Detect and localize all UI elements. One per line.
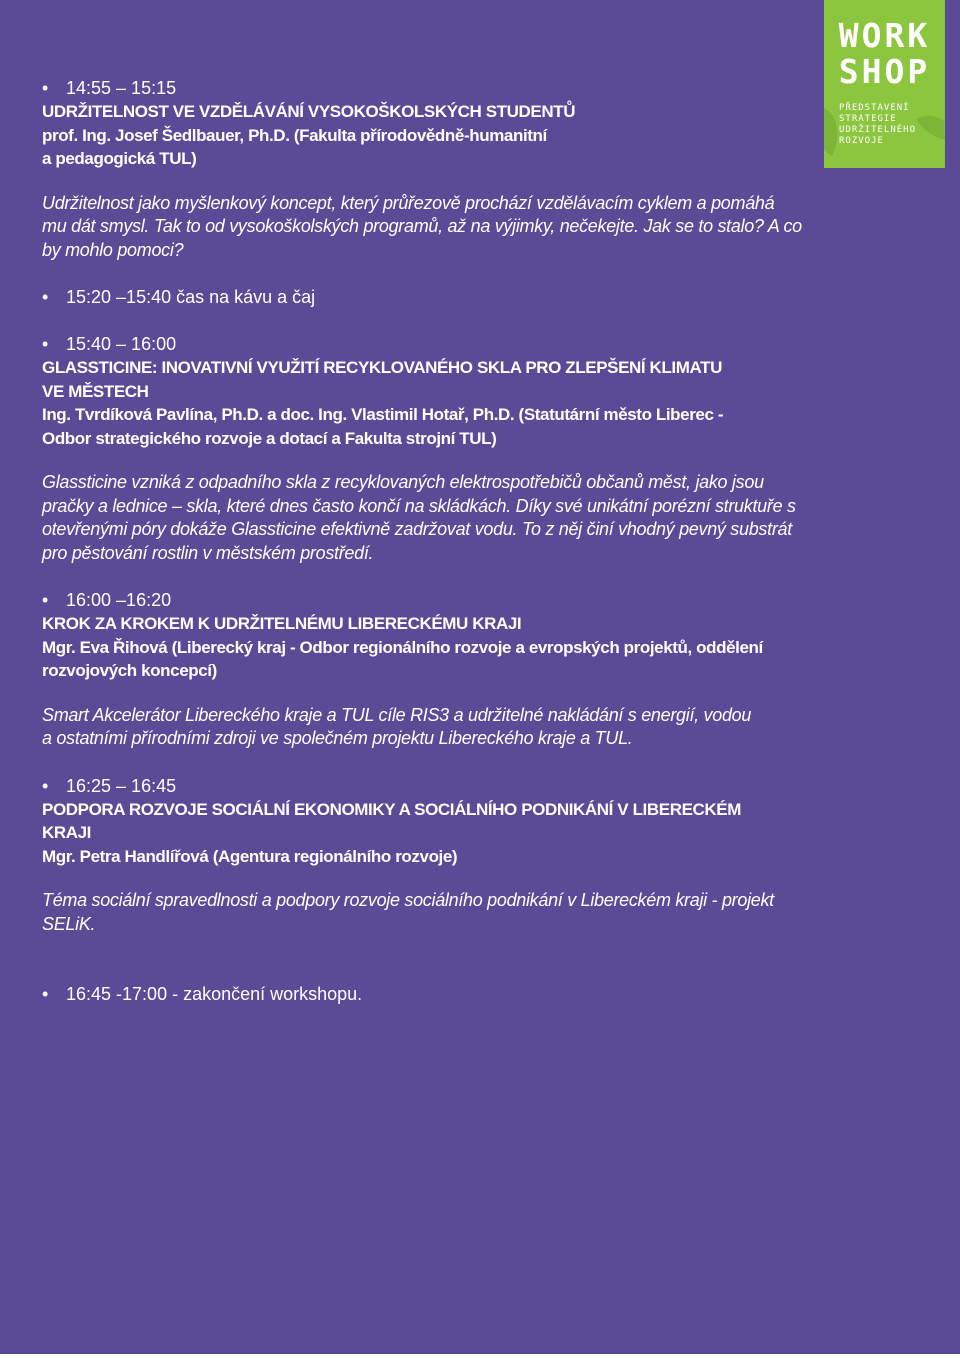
bullet: •	[42, 334, 49, 354]
session-description: Smart Akcelerátor Libereckého kraje a TUL cíle RIS3 a udržitelné nakládání s energií, vodou	[42, 704, 752, 725]
session-4	[42, 774, 936, 937]
time-text: 14:55 – 15:15	[66, 78, 177, 98]
session-description: pračky a lednice – skla, které dnes často končí na skládkách. Díky své unikátní porézní struktuře s	[42, 495, 796, 516]
session-description: mu dát smysl. Tak to od vysokoškolských programů, až na výjimky, nečekejte. Jak se to stalo? A co	[42, 216, 802, 236]
session-description: by mohlo pomoci?	[42, 239, 184, 260]
time-text: 15:40 – 16:00	[66, 334, 177, 354]
session-title: UDRŽITELNOST VE VZDĚLÁVÁNÍ VYSOKOŠKOLSKÝCH STUDENTŮ	[42, 102, 576, 121]
time-text: 16:45 -17:00 - zakončení workshopu.	[66, 984, 363, 1004]
session-description: pro pěstování rostlin v městském prostředí.	[42, 542, 374, 563]
session-title: GLASSTICINE: INOVATIVNÍ VYUŽITÍ RECYKLOVANÉHO SKLA PRO ZLEPŠENÍ KLIMATU	[42, 358, 722, 377]
session-description: otevřenými póry dokáže Glassticine efektivně zadržovat vodu. To z něj činí vhodný pevný substrát	[42, 519, 792, 539]
session-time	[42, 285, 936, 309]
session-speaker: a pedagogická TUL)	[42, 149, 197, 168]
bullet: •	[42, 590, 49, 610]
session-speaker: prof. Ing. Josef Šedlbauer, Ph.D. (Fakulta přírodovědně-humanitní	[42, 125, 547, 145]
session-speaker: Ing. Tvrdíková Pavlína, Ph.D. a doc. Ing. Vlastimil Hotař, Ph.D. (Statutární město Liberec -	[42, 405, 724, 424]
session-description: SELiK.	[42, 913, 96, 934]
bullet: •	[42, 287, 49, 307]
session-description: Glassticine vzniká z odpadního skla z recyklovaných elektrospotřebičů občanů měst, jako jsou	[42, 472, 764, 492]
logo-subtitle-line: STRATEGIE	[839, 114, 897, 124]
bullet: •	[42, 984, 49, 1004]
session-title: KRAJI	[42, 823, 92, 842]
session-speaker: Mgr. Petra Handlířová (Agentura regionálního rozvoje)	[42, 846, 458, 866]
session-description: Téma sociální spravedlnosti a podpory rozvoje sociálního podnikání v Libereckém kraji - projekt	[42, 890, 774, 910]
time-text: 15:20 –15:40 čas na kávu a čaj	[66, 287, 316, 307]
bullet: •	[42, 78, 49, 98]
page-bottom-border	[0, 1354, 960, 1358]
time-text: 16:25 – 16:45	[66, 775, 177, 796]
coffee-break	[42, 285, 936, 309]
logo-word-1: WORK	[838, 16, 931, 55]
session-3	[42, 588, 936, 751]
logo-subtitle-line: ROZVOJE	[839, 136, 884, 146]
session-speaker: Mgr. Eva Řihová (Liberecký kraj - Odbor regionálního rozvoje a evropských projektů, oddělení	[42, 637, 763, 657]
session-description: a ostatními přírodními zdroji ve společném projektu Libereckého kraje a TUL.	[42, 728, 633, 748]
session-title: KROK ZA KROKEM K UDRŽITELNÉMU LIBERECKÉMU KRAJI	[42, 614, 522, 633]
session-time	[42, 332, 936, 356]
closing	[42, 982, 936, 1006]
logo-subtitle-line: PŘEDSTAVENÍ	[839, 103, 910, 113]
session-time	[42, 76, 936, 100]
session-speaker: Odbor strategického rozvoje a dotací a Fakulta strojní TUL)	[42, 428, 497, 448]
session-description: Udržitelnost jako myšlenkový koncept, který průřezově prochází vzdělávacím cyklem a pomáhá	[42, 192, 775, 213]
session-1	[42, 76, 936, 262]
session-title: PODPORA ROZVOJE SOCIÁLNÍ EKONOMIKY A SOCIÁLNÍHO PODNIKÁNÍ V LIBERECKÉM	[42, 799, 741, 819]
session-time	[42, 588, 936, 612]
session-speaker: rozvojových koncepcí)	[42, 661, 217, 680]
session-title: VE MĚSTECH	[42, 381, 149, 401]
bullet: •	[42, 775, 49, 796]
time-text: 16:00 –16:20	[66, 590, 172, 610]
logo-word-2: SHOP	[838, 52, 931, 91]
session-time	[42, 982, 936, 1006]
session-time	[42, 774, 936, 798]
session-2	[42, 332, 936, 565]
program-content	[42, 76, 936, 1006]
logo-subtitle-line: UDRŽITELNÉHO	[839, 125, 917, 135]
